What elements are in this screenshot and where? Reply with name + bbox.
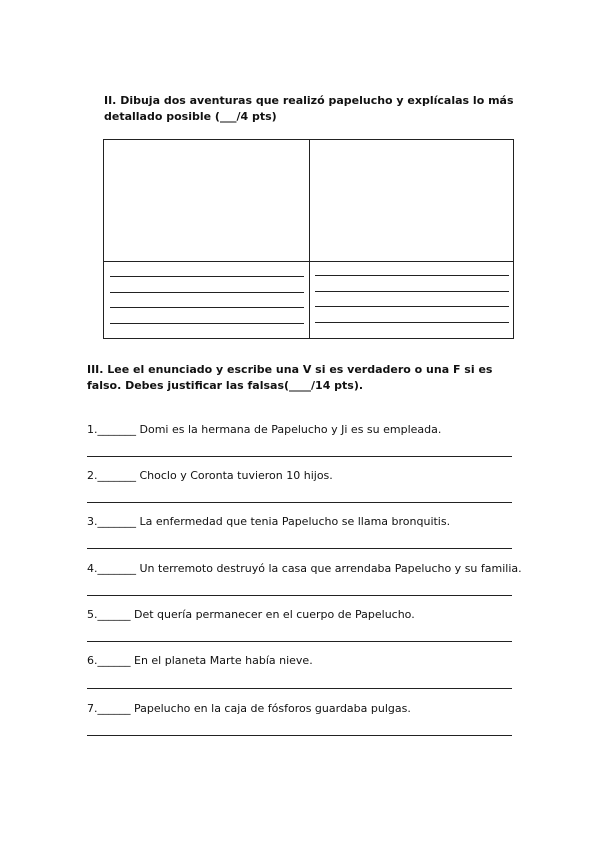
justification-line-7[interactable]: [87, 735, 512, 736]
left-writing-line[interactable]: [110, 292, 304, 293]
justification-line-3[interactable]: [87, 548, 512, 549]
justification-line-6[interactable]: [87, 688, 512, 689]
statement-5: 5.______ Det quería permanecer en el cuerpo de Papelucho.: [87, 608, 415, 621]
statement-3: 3._______ La enfermedad que tenia Papelucho se llama bronquitis.: [87, 515, 451, 528]
statement-4: 4._______ Un terremoto destruyó la casa que arrendaba Papelucho y su familia.: [87, 562, 522, 575]
statement-7: 7.______ Papelucho en la caja de fósforos guardaba pulgas.: [87, 702, 411, 715]
justification-line-1[interactable]: [87, 456, 512, 457]
statement-6: 6.______ En el planeta Marte había nieve.: [87, 654, 313, 667]
right-writing-line[interactable]: [315, 291, 509, 292]
left-writing-line[interactable]: [110, 276, 304, 277]
grid-vertical-divider: [309, 140, 310, 338]
justification-line-4[interactable]: [87, 595, 512, 596]
drawing-grid: [103, 139, 514, 339]
left-writing-line[interactable]: [110, 323, 304, 324]
left-writing-line[interactable]: [110, 307, 304, 308]
section-2-title: II. Dibuja dos aventuras que realizó papelucho y explícalas lo más detallado posible (___/4 pts): [104, 94, 514, 123]
grid-horizontal-divider: [104, 261, 513, 262]
right-writing-line[interactable]: [315, 322, 509, 323]
justification-line-5[interactable]: [87, 641, 512, 642]
right-writing-line[interactable]: [315, 275, 509, 276]
section-3-title: III. Lee el enunciado y escribe una V si es verdadero o una F si es falso. Debes justificar las falsas(____/14 pts).: [87, 363, 493, 392]
statement-2: 2._______ Choclo y Coronta tuvieron 10 hijos.: [87, 469, 333, 482]
statement-1: 1._______ Domi es la hermana de Papelucho y Ji es su empleada.: [87, 423, 442, 436]
justification-line-2[interactable]: [87, 502, 512, 503]
right-writing-line[interactable]: [315, 306, 509, 307]
